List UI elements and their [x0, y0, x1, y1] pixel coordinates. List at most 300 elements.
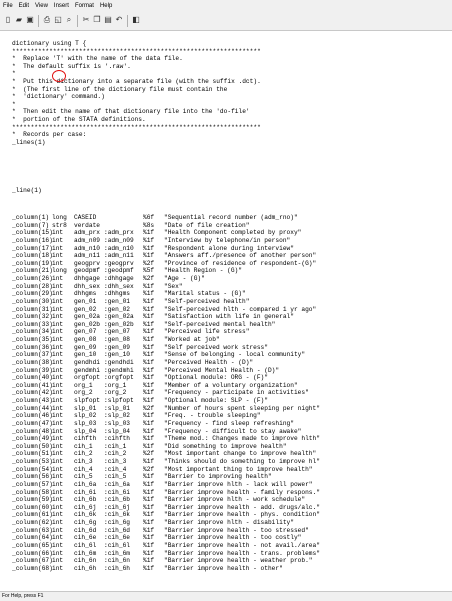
col-position: _column(61): [12, 511, 53, 519]
col-type: int: [52, 320, 64, 328]
col-type: int: [52, 549, 64, 557]
header-line: *: [12, 70, 16, 78]
col-label-ref: :slp_01: [104, 404, 130, 412]
col-varname: gen_09: [74, 343, 97, 351]
col-position: _column(46): [12, 412, 53, 420]
col-label-ref: :dhhgms: [104, 290, 130, 298]
col-position: _column(29): [12, 290, 53, 298]
col-type: int: [52, 290, 64, 298]
col-varname: cih_6g: [74, 519, 97, 526]
col-type: int: [52, 374, 64, 382]
col-label-ref: :cih_6l: [104, 541, 130, 549]
col-label-ref: :slp_04: [104, 427, 130, 435]
col-format: %1f: [143, 313, 155, 321]
header-line: * Then edit the name of that dictionary file into the 'do-file': [12, 108, 250, 116]
col-label-ref: :geodpmf: [104, 267, 134, 275]
col-format: %1f: [143, 397, 155, 404]
col-description: "Barrier to improving health": [164, 473, 272, 481]
col-varname: cih_6d: [74, 526, 97, 534]
col-position: _column(48): [12, 427, 53, 435]
header-line: *******************************************************************: [12, 123, 261, 131]
col-format: %1f: [143, 496, 155, 504]
cut-icon[interactable]: ✂: [82, 15, 90, 24]
undo-icon[interactable]: ↶: [115, 15, 123, 24]
col-format: %1f: [143, 419, 155, 427]
col-varname: cih_1: [74, 442, 93, 450]
col-description: "Freq. - trouble sleeping": [164, 412, 261, 420]
col-format: %1f: [143, 480, 155, 488]
col-position: _column(56): [12, 473, 53, 481]
col-type: int: [52, 404, 64, 412]
col-format: %1f: [143, 305, 155, 313]
col-format: %1f: [143, 229, 155, 237]
col-position: _column(39): [12, 366, 53, 374]
col-format: %1f: [143, 358, 155, 366]
col-label-ref: :adm_prx: [104, 229, 134, 237]
col-position: _column(49): [12, 435, 53, 443]
col-description: "Barrier improve health - weather prob.": [164, 557, 313, 565]
col-label-ref: :cih_6d: [104, 526, 130, 534]
col-varname: slp_01: [74, 404, 97, 412]
header-line: dictionary using T {: [12, 40, 87, 47]
col-label-ref: :slp_02: [104, 412, 130, 420]
col-type: int: [52, 244, 64, 252]
col-description: "Self perceived work stress": [164, 343, 268, 351]
col-varname: org_2: [74, 389, 93, 397]
col-label-ref: :geogprv: [104, 259, 134, 267]
header-line: * The default suffix is '.raw'.: [12, 62, 131, 70]
col-varname: slpfopt: [74, 397, 100, 404]
col-type: int: [52, 259, 64, 267]
col-position: _column(40): [12, 374, 53, 382]
col-type: int: [52, 389, 64, 397]
menu-item-insert[interactable]: Insert: [53, 3, 69, 9]
save-icon[interactable]: ▣: [26, 15, 34, 24]
col-type: int: [52, 465, 64, 473]
menu-item-help[interactable]: Help: [99, 3, 113, 9]
col-varname: slp_04: [74, 427, 97, 435]
print-icon[interactable]: ⎙: [43, 15, 51, 24]
col-varname: cih_6e: [74, 534, 97, 542]
find-icon[interactable]: ⌕: [66, 15, 72, 24]
col-format: %1f: [143, 541, 155, 549]
paste-icon[interactable]: ▤: [104, 15, 112, 24]
col-varname: gen_10: [74, 351, 97, 359]
col-format: %1f: [143, 389, 155, 397]
col-type: int: [52, 534, 64, 542]
col-description: "Barrier improve hlth - work schedule": [164, 496, 306, 504]
col-position: _column(66): [12, 549, 53, 557]
col-label-ref: :adm_n11: [104, 252, 134, 260]
col-type: int: [52, 496, 64, 504]
col-format: %2f: [143, 259, 155, 267]
col-label-ref: :gen_02a: [104, 313, 134, 321]
col-format: %1f: [143, 236, 155, 244]
col-type: int: [52, 351, 64, 359]
col-label-ref: :dhhgage: [104, 275, 134, 282]
col-description: "Frequency - participate in activities": [164, 389, 309, 397]
col-varname: gen_08: [74, 336, 97, 343]
col-label-ref: :cih_6k: [104, 511, 130, 519]
col-label-ref: :cih_2: [104, 450, 127, 458]
col-varname: cih_6m: [74, 549, 97, 557]
col-format: %1f: [143, 534, 155, 542]
toolbar: [0, 12, 452, 31]
col-position: _column(42): [12, 389, 53, 397]
toolbar-separator: [127, 15, 128, 27]
col-label-ref: :cihfth: [104, 435, 130, 443]
col-format: %1f: [143, 427, 155, 435]
col-format: %5f: [143, 267, 155, 275]
col-format: %1f: [143, 442, 155, 450]
col-description: "Did something to improve health": [164, 442, 287, 450]
col-varname: cih_6a: [74, 480, 97, 488]
col-description: "Barrier improve health - too stressed": [164, 526, 309, 534]
col-format: %1f: [143, 511, 155, 519]
col-varname: gen_02a: [74, 313, 100, 321]
copy-icon[interactable]: ❐: [93, 15, 101, 24]
col-description: "Respondent alone during interview": [164, 244, 294, 252]
col-type: int: [52, 480, 64, 488]
col-type: int: [52, 366, 64, 374]
col-label-ref: :slpfopt: [104, 397, 134, 404]
col-format: %1f: [143, 503, 155, 511]
col-position: _column(38): [12, 358, 53, 366]
col-description: "Age - (G)": [164, 275, 205, 282]
col-description: "Theme mod.: Changes made to improve hlth": [164, 435, 320, 443]
col-description: "Barrier improve hlth - lack will power": [164, 480, 313, 488]
col-varname: cih_2: [74, 450, 93, 458]
col-varname: gen_07: [74, 328, 97, 336]
col-label-ref: :orgfopt: [104, 374, 134, 382]
col-position: _column(41): [12, 381, 53, 389]
col-position: _column(7): [12, 221, 50, 229]
col-label-ref: :cih_6g: [104, 519, 130, 526]
col-type: int: [52, 229, 64, 237]
col-position: _column(53): [12, 458, 53, 465]
col-position: _column(64): [12, 534, 53, 542]
col-type: int: [52, 519, 64, 526]
col-format: %1f: [143, 374, 155, 382]
col-format: %1f: [143, 351, 155, 359]
status-bar: For Help, press F1: [0, 591, 452, 601]
col-varname: cih_6n: [74, 557, 97, 565]
col-type: int: [52, 358, 64, 366]
col-format: %2f: [143, 465, 155, 473]
col-format: %1f: [143, 381, 155, 389]
col-label-ref: :slp_03: [104, 419, 130, 427]
col-format: %1f: [143, 336, 155, 343]
toolbar-separator: [38, 15, 39, 27]
col-description: "Barrier improve health - trans. problems": [164, 549, 320, 557]
col-format: %6f: [143, 214, 155, 221]
col-varname: dhhgage: [74, 275, 100, 282]
col-varname: org_1: [74, 381, 93, 389]
col-position: _column(54): [12, 465, 53, 473]
col-format: %1f: [143, 557, 155, 565]
col-position: _column(31): [12, 305, 53, 313]
col-format: %1f: [143, 488, 155, 496]
col-label-ref: :gen_08: [104, 336, 130, 343]
col-varname: cih_5: [74, 473, 93, 481]
col-description: "Thinks should do something to improve hl": [164, 458, 320, 465]
col-varname: adm_n09: [74, 236, 100, 244]
col-label-ref: :cih_3: [104, 458, 127, 465]
col-format: %1f: [143, 343, 155, 351]
col-position: _column(19): [12, 259, 53, 267]
col-position: _column(35): [12, 336, 53, 343]
col-label-ref: :gen_09: [104, 343, 130, 351]
menu-item-format[interactable]: Format: [74, 3, 94, 9]
col-type: int: [52, 564, 64, 572]
col-label-ref: :gendhdi: [104, 358, 134, 366]
col-position: _column(65): [12, 541, 53, 549]
col-type: int: [52, 282, 64, 290]
col-varname: cihfth: [74, 435, 97, 443]
col-format: %1f: [143, 549, 155, 557]
col-position: _column(26): [12, 275, 53, 282]
col-varname: slp_02: [74, 412, 97, 420]
col-label-ref: :cih_5: [104, 473, 127, 481]
col-type: int: [52, 557, 64, 565]
col-position: _column(60): [12, 503, 53, 511]
line-directive: _line(1): [12, 187, 42, 194]
col-description: "Optional module: SLP - (F)": [164, 397, 268, 404]
menu-item-view[interactable]: View: [35, 3, 48, 9]
col-description: "Perceived Health - (D)": [164, 358, 254, 366]
col-description: "Worked at job": [164, 336, 220, 343]
col-format: %1f: [143, 564, 155, 572]
col-varname: cih_4: [74, 465, 93, 473]
menu-bar: [0, 0, 452, 12]
col-varname: geodpmf: [74, 267, 100, 275]
col-varname: cih_6h: [74, 564, 97, 572]
col-varname: dhh_sex: [74, 282, 100, 290]
col-varname: cih_6i: [74, 488, 97, 496]
col-type: int: [52, 450, 64, 458]
col-description: "Barrier improve health - family respons.": [164, 488, 320, 496]
insert-date-icon[interactable]: ◧: [132, 15, 140, 24]
col-varname: gendmhi: [74, 366, 100, 374]
col-label-ref: :adm_n10: [104, 244, 134, 252]
col-description: "Frequency - find sleep refreshing": [164, 419, 294, 427]
col-label-ref: :cih_6i: [104, 488, 130, 496]
col-label-ref: :gen_02b: [104, 320, 134, 328]
col-position: _column(43): [12, 397, 53, 404]
header-line: * Put this dictionary into a separate file (with the suffix .dct).: [12, 77, 261, 85]
col-format: %1f: [143, 519, 155, 526]
col-description: "Number of hours spent sleeping per night": [164, 404, 320, 412]
col-format: %1f: [143, 320, 155, 328]
col-label-ref: :gendmhi: [104, 366, 134, 374]
col-format: %1f: [143, 458, 155, 465]
col-description: "Health Region - (G)": [164, 267, 242, 275]
col-position: _column(68): [12, 564, 53, 572]
col-position: _column(51): [12, 450, 53, 458]
col-varname: cih_6l: [74, 541, 97, 549]
col-position: _column(37): [12, 351, 53, 359]
col-label-ref: :gen_01: [104, 297, 130, 305]
col-label-ref: :cih_6e: [104, 534, 130, 542]
col-description: "Sense of belonging - local community": [164, 351, 306, 359]
col-position: _column(17): [12, 244, 53, 252]
col-type: int: [52, 305, 64, 313]
col-position: _column(50): [12, 442, 53, 450]
col-description: "Member of a voluntary organization": [164, 381, 298, 389]
col-format: %2f: [143, 450, 155, 458]
col-position: _column(36): [12, 343, 53, 351]
col-label-ref: :cih_6n: [104, 557, 130, 565]
col-type: int: [52, 473, 64, 481]
col-description: "Marital status - (G)": [164, 290, 246, 298]
col-position: _column(1): [12, 214, 50, 221]
col-label-ref: :cih_6m: [104, 549, 130, 557]
col-format: %1f: [143, 290, 155, 298]
open-icon[interactable]: ▰: [15, 15, 23, 24]
col-format: %1f: [143, 244, 155, 252]
toolbar-separator: [77, 15, 78, 27]
col-description: "Sequential record number (adm_rno)": [164, 214, 298, 221]
col-label-ref: :org_1: [104, 381, 127, 389]
col-varname: dhhgms: [74, 290, 97, 298]
col-format: %8s: [143, 221, 155, 229]
col-label-ref: :cih_6b: [104, 496, 130, 504]
col-type: int: [52, 458, 64, 465]
col-type: int: [52, 252, 64, 260]
dictionary-header: [12, 40, 261, 146]
col-type: int: [52, 343, 64, 351]
col-description: "Most important change to improve health": [164, 450, 317, 458]
col-type: int: [52, 336, 64, 343]
col-position: _column(59): [12, 496, 53, 504]
col-position: _column(32): [12, 313, 53, 321]
col-description: "Health Component completed by proxy": [164, 229, 302, 237]
col-format: %1f: [143, 473, 155, 481]
col-description: "Frequency - difficult to stay awake": [164, 427, 302, 435]
col-varname: verdate: [74, 221, 100, 229]
col-description: "Sex": [164, 282, 183, 290]
col-position: _column(33): [12, 320, 53, 328]
col-label-ref: :org_2: [104, 389, 127, 397]
col-type: int: [52, 541, 64, 549]
col-varname: cih_6j: [74, 503, 97, 511]
col-description: "Barrier improve health - phys. condition": [164, 511, 320, 519]
col-type: int: [52, 275, 64, 282]
col-position: _column(57): [12, 480, 53, 488]
col-type: int: [52, 236, 64, 244]
col-position: _column(47): [12, 419, 53, 427]
col-varname: slp_03: [74, 419, 97, 427]
col-format: %2f: [143, 404, 155, 412]
col-varname: cih_6k: [74, 511, 97, 519]
col-format: %2f: [143, 275, 155, 282]
col-format: %1f: [143, 526, 155, 534]
col-type: int: [52, 435, 64, 443]
header-line: *******************************************************************: [12, 47, 261, 55]
col-label-ref: :cih_6a: [104, 480, 130, 488]
col-type: int: [52, 419, 64, 427]
menu-item-file[interactable]: File: [3, 3, 13, 9]
print-preview-icon[interactable]: ◱: [54, 15, 62, 24]
header-line: * Records per case:: [12, 131, 87, 139]
col-type: int: [52, 488, 64, 496]
col-varname: geogprv: [74, 259, 100, 267]
col-format: %1f: [143, 282, 155, 290]
col-varname: gen_02b: [74, 320, 100, 328]
col-varname: cih_6b: [74, 496, 97, 504]
col-type: int: [52, 397, 64, 404]
col-label-ref: :gen_07: [104, 328, 130, 336]
new-icon[interactable]: ▯: [5, 15, 11, 24]
col-format: %1f: [143, 252, 155, 260]
col-position: _column(44): [12, 404, 53, 412]
col-label-ref: :gen_10: [104, 351, 130, 359]
col-position: _column(18): [12, 252, 53, 260]
col-description: "Date of file creation": [164, 221, 250, 229]
col-varname: gen_01: [74, 297, 97, 305]
col-description: "Self-perceived mental health": [164, 320, 276, 328]
col-type: long: [52, 267, 67, 275]
col-varname: adm_n11: [74, 252, 100, 260]
document-area[interactable]: [0, 31, 452, 591]
col-varname: cih_3: [74, 458, 93, 465]
col-varname: gendhdi: [74, 358, 100, 366]
col-type: int: [52, 511, 64, 519]
col-varname: adm_prx: [74, 229, 100, 237]
col-varname: CASEID: [74, 214, 97, 221]
col-format: %1f: [143, 328, 155, 336]
col-label-ref: :cih_6j: [104, 503, 130, 511]
col-position: _column(28): [12, 282, 53, 290]
col-type: int: [52, 427, 64, 435]
col-position: _column(16): [12, 236, 53, 244]
header-line: * portion of the STATA definitions.: [12, 115, 146, 123]
col-type: str8: [52, 221, 67, 229]
text-page[interactable]: [8, 31, 452, 591]
col-label-ref: :dhh_sex: [104, 282, 134, 290]
col-type: int: [52, 313, 64, 321]
col-format: %1f: [143, 297, 155, 305]
col-position: _column(62): [12, 519, 53, 526]
col-description: "Self-perceived health": [164, 297, 250, 305]
col-type: int: [52, 328, 64, 336]
col-description: "Barrier improve health - not avail./area": [164, 541, 320, 549]
header-line: _lines(1): [12, 138, 46, 146]
col-description: "Province of residence of respondent-(G)": [164, 259, 317, 267]
annotation-circle: [52, 70, 66, 82]
col-position: _column(67): [12, 557, 53, 565]
col-varname: adm_n10: [74, 244, 100, 252]
col-label-ref: :gen_02: [104, 305, 130, 313]
col-label-ref: :cih_6h: [104, 564, 130, 572]
col-label-ref: :cih_1: [104, 442, 127, 450]
col-type: int: [52, 412, 64, 420]
menu-item-edit[interactable]: Edit: [18, 3, 30, 9]
col-type: int: [52, 503, 64, 511]
col-varname: orgfopt: [74, 374, 100, 382]
col-description: "Perceived Mental Health - (D)": [164, 366, 280, 374]
col-description: "Barrier improve health - other": [164, 564, 283, 572]
col-position: _column(63): [12, 526, 53, 534]
col-label-ref: :cih_4: [104, 465, 127, 473]
col-format: %1f: [143, 366, 155, 374]
header-line: * Replace 'T' with the name of the data file.: [12, 55, 183, 63]
col-description: "Optional module: ORG - (F)": [164, 374, 268, 382]
col-description: "Perceived life stress": [164, 328, 250, 336]
col-description: "Most important thing to improve health": [164, 465, 313, 473]
col-position: _column(58): [12, 488, 53, 496]
header-line: *: [12, 100, 16, 108]
